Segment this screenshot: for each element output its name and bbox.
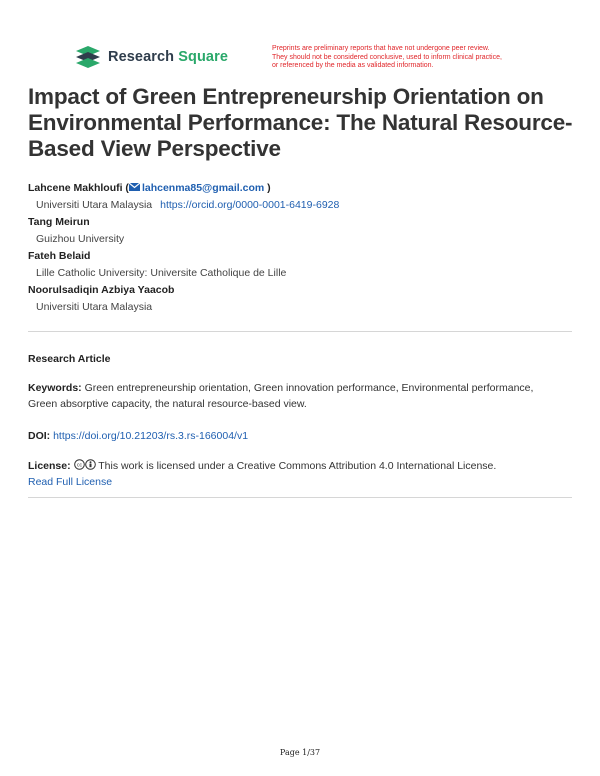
license-text: This work is licensed under a Creative Commons Attribution 4.0 International License. xyxy=(98,460,497,472)
envelope-icon xyxy=(129,183,140,191)
author-affiliation: Universiti Utara Malaysia https://orcid.org/0000-0001-6419-6928 xyxy=(36,199,340,211)
creative-commons-icon xyxy=(74,459,85,470)
author-list xyxy=(28,180,576,316)
author-affiliation: Universiti Utara Malaysia xyxy=(36,301,153,313)
research-square-logo[interactable] xyxy=(74,46,228,68)
doi-link[interactable]: https://doi.org/10.21203/rs.3.rs-166004/v1 xyxy=(53,430,249,442)
author-name: Noorulsadiqin Azbiya Yaacob xyxy=(28,284,175,296)
page-number: Page 1/37 xyxy=(279,748,321,757)
keywords-label: Keywords: xyxy=(28,382,82,394)
doi-label: DOI: xyxy=(28,430,51,442)
orcid-link[interactable]: https://orcid.org/0000-0001-6419-6928 xyxy=(160,199,340,211)
doi-line xyxy=(28,428,548,444)
attribution-icon xyxy=(85,459,96,470)
logo-wordmark: Research Square xyxy=(108,49,228,65)
divider xyxy=(28,497,572,498)
read-full-license-link[interactable]: Read Full License xyxy=(28,476,113,488)
license-label: License: xyxy=(28,460,71,472)
author-name: Lahcene Makhloufi ( lahcenma85@gmail.com ) xyxy=(28,182,271,194)
preprint-disclaimer: Preprints are preliminary reports that have not undergone peer review. They should not be considered conclusive, used to inform clinical practice, or referenced by the media as validated information. xyxy=(272,45,502,69)
author-affiliation: Guizhou University xyxy=(36,233,125,245)
keywords xyxy=(28,380,548,412)
keywords-text: Green entrepreneurship orientation, Green innovation performance, Environmental performance, Green absorptive capacity, the natural resource-based view. xyxy=(28,382,534,410)
article-type: Research Article xyxy=(28,353,111,365)
author-name: Tang Meirun xyxy=(28,216,90,228)
license-block xyxy=(28,458,558,490)
research-square-logo-icon xyxy=(74,46,102,68)
author-name: Fateh Belaid xyxy=(28,250,91,262)
divider xyxy=(28,331,572,332)
author-email-link[interactable]: lahcenma85@gmail.com xyxy=(129,182,264,194)
paper-title: Impact of Green Entrepreneurship Orientation on Environmental Performance: The Natural Resource-Based View Perspective xyxy=(28,84,573,161)
svg-text:cc: cc xyxy=(76,462,82,469)
author-affiliation: Lille Catholic University: Universite Catholique de Lille xyxy=(36,267,287,279)
